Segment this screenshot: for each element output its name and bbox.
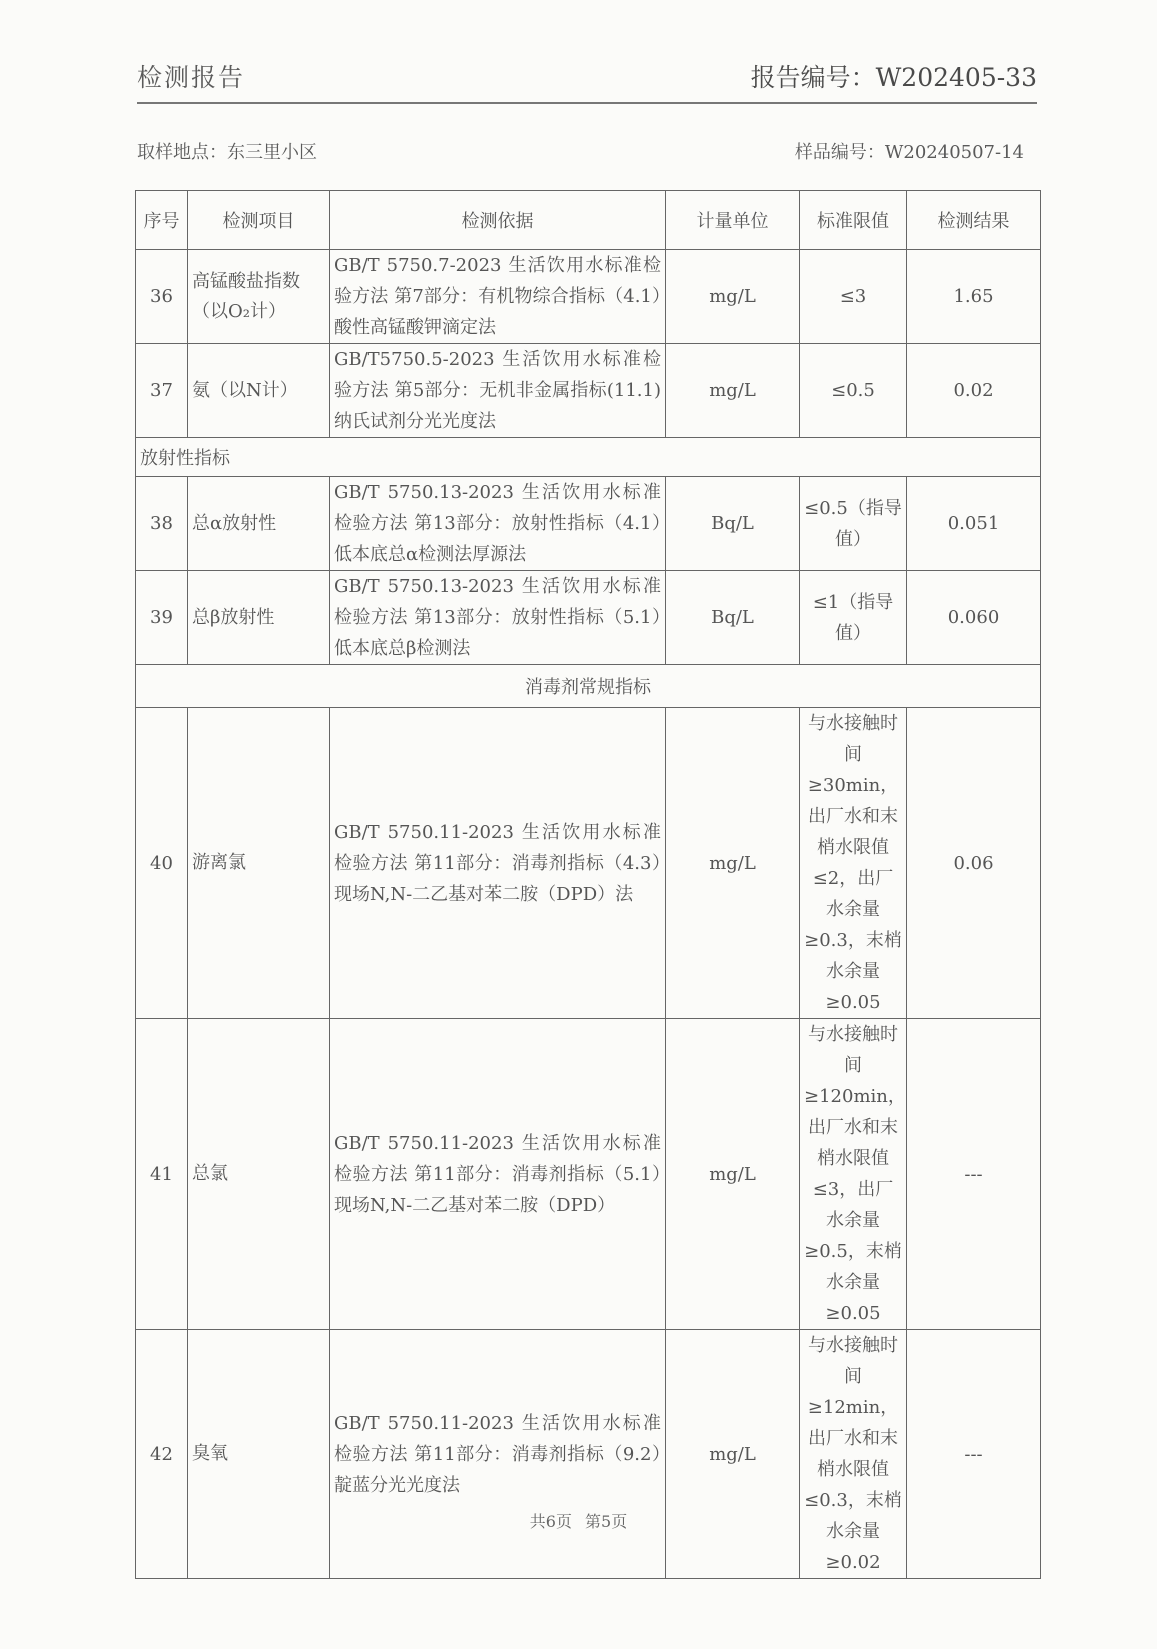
report-number: 报告编号：W202405-33 — [750, 63, 1037, 92]
row-basis: GB/T 5750.11-2023 生活饮用水标准检验方法 第11部分：消毒剂指标（4.3）现场N,N-二乙基对苯二胺（DPD）法 — [330, 708, 666, 1019]
row-limit: 与水接触时间≥120min，出厂水和末梢水限值≤3，出厂水余量≥0.5，末梢水余量≥0.05 — [800, 1019, 907, 1330]
col-header-limit: 标准限值 — [800, 191, 907, 250]
row-unit: mg/L — [666, 708, 800, 1019]
table-row — [136, 1330, 1041, 1579]
section-title-disinfectant: 消毒剂常规指标 — [136, 665, 1041, 708]
table-row — [136, 477, 1041, 571]
col-header-result: 检测结果 — [907, 191, 1041, 250]
row-no: 42 — [136, 1330, 188, 1579]
row-item: 总α放射性 — [188, 477, 330, 571]
row-no: 40 — [136, 708, 188, 1019]
col-header-item: 检测项目 — [188, 191, 330, 250]
row-unit: mg/L — [666, 344, 800, 438]
table-row — [136, 250, 1041, 344]
row-basis: GB/T 5750.7-2023 生活饮用水标准检验方法 第7部分：有机物综合指标（4.1）酸性高锰酸钾滴定法 — [330, 250, 666, 344]
row-basis: GB/T5750.5-2023 生活饮用水标准检验方法 第5部分：无机非金属指标(11.1)纳氏试剂分光光度法 — [330, 344, 666, 438]
row-basis: GB/T 5750.13-2023 生活饮用水标准检验方法 第13部分：放射性指标（4.1）低本底总α检测法厚源法 — [330, 477, 666, 571]
row-item: 总β放射性 — [188, 571, 330, 665]
sample-meta — [137, 138, 1024, 168]
row-unit: Bq/L — [666, 571, 800, 665]
row-item: 氨（以N计） — [188, 344, 330, 438]
table-header-row — [136, 191, 1041, 250]
results-table — [135, 190, 1041, 1579]
row-result: 0.060 — [907, 571, 1041, 665]
section-row-radioactive — [136, 438, 1041, 477]
sample-number: 样品编号：W20240507-14 — [794, 142, 1024, 163]
table-row — [136, 571, 1041, 665]
col-header-basis: 检测依据 — [330, 191, 666, 250]
row-result: --- — [907, 1019, 1041, 1330]
row-unit: Bq/L — [666, 477, 800, 571]
row-item: 高锰酸盐指数（以O₂计） — [188, 250, 330, 344]
row-no: 38 — [136, 477, 188, 571]
row-basis: GB/T 5750.11-2023 生活饮用水标准检验方法 第11部分：消毒剂指标（9.2）靛蓝分光光度法 — [330, 1330, 666, 1579]
row-result: 1.65 — [907, 250, 1041, 344]
page-header — [137, 52, 1037, 104]
row-item: 臭氧 — [188, 1330, 330, 1579]
row-result: --- — [907, 1330, 1041, 1579]
table-row — [136, 344, 1041, 438]
row-unit: mg/L — [666, 1019, 800, 1330]
row-limit: ≤3 — [800, 250, 907, 344]
sampling-location: 取样地点：东三里小区 — [137, 142, 317, 163]
row-basis: GB/T 5750.11-2023 生活饮用水标准检验方法 第11部分：消毒剂指标（5.1）现场N,N-二乙基对苯二胺（DPD） — [330, 1019, 666, 1330]
row-basis: GB/T 5750.13-2023 生活饮用水标准检验方法 第13部分：放射性指标（5.1）低本底总β检测法 — [330, 571, 666, 665]
row-limit: ≤1（指导值） — [800, 571, 907, 665]
row-no: 36 — [136, 250, 188, 344]
row-result: 0.02 — [907, 344, 1041, 438]
row-limit: 与水接触时间≥12min，出厂水和末梢水限值≤0.3，末梢水余量≥0.02 — [800, 1330, 907, 1579]
row-unit: mg/L — [666, 250, 800, 344]
row-limit: 与水接触时间≥30min，出厂水和末梢水限值≤2，出厂水余量≥0.3，末梢水余量≥0.05 — [800, 708, 907, 1019]
row-limit: ≤0.5（指导值） — [800, 477, 907, 571]
row-no: 41 — [136, 1019, 188, 1330]
row-result: 0.06 — [907, 708, 1041, 1019]
section-title-radioactive: 放射性指标 — [136, 438, 1041, 477]
col-header-unit: 计量单位 — [666, 191, 800, 250]
col-header-no: 序号 — [136, 191, 188, 250]
table-row — [136, 708, 1041, 1019]
row-item: 游离氯 — [188, 708, 330, 1019]
table-row — [136, 1019, 1041, 1330]
report-title: 检测报告 — [137, 63, 246, 92]
row-no: 37 — [136, 344, 188, 438]
page-number: 共6页 第5页 — [529, 1512, 628, 1531]
row-result: 0.051 — [907, 477, 1041, 571]
row-limit: ≤0.5 — [800, 344, 907, 438]
row-no: 39 — [136, 571, 188, 665]
row-item: 总氯 — [188, 1019, 330, 1330]
section-row-disinfectant — [136, 665, 1041, 708]
row-unit: mg/L — [666, 1330, 800, 1579]
